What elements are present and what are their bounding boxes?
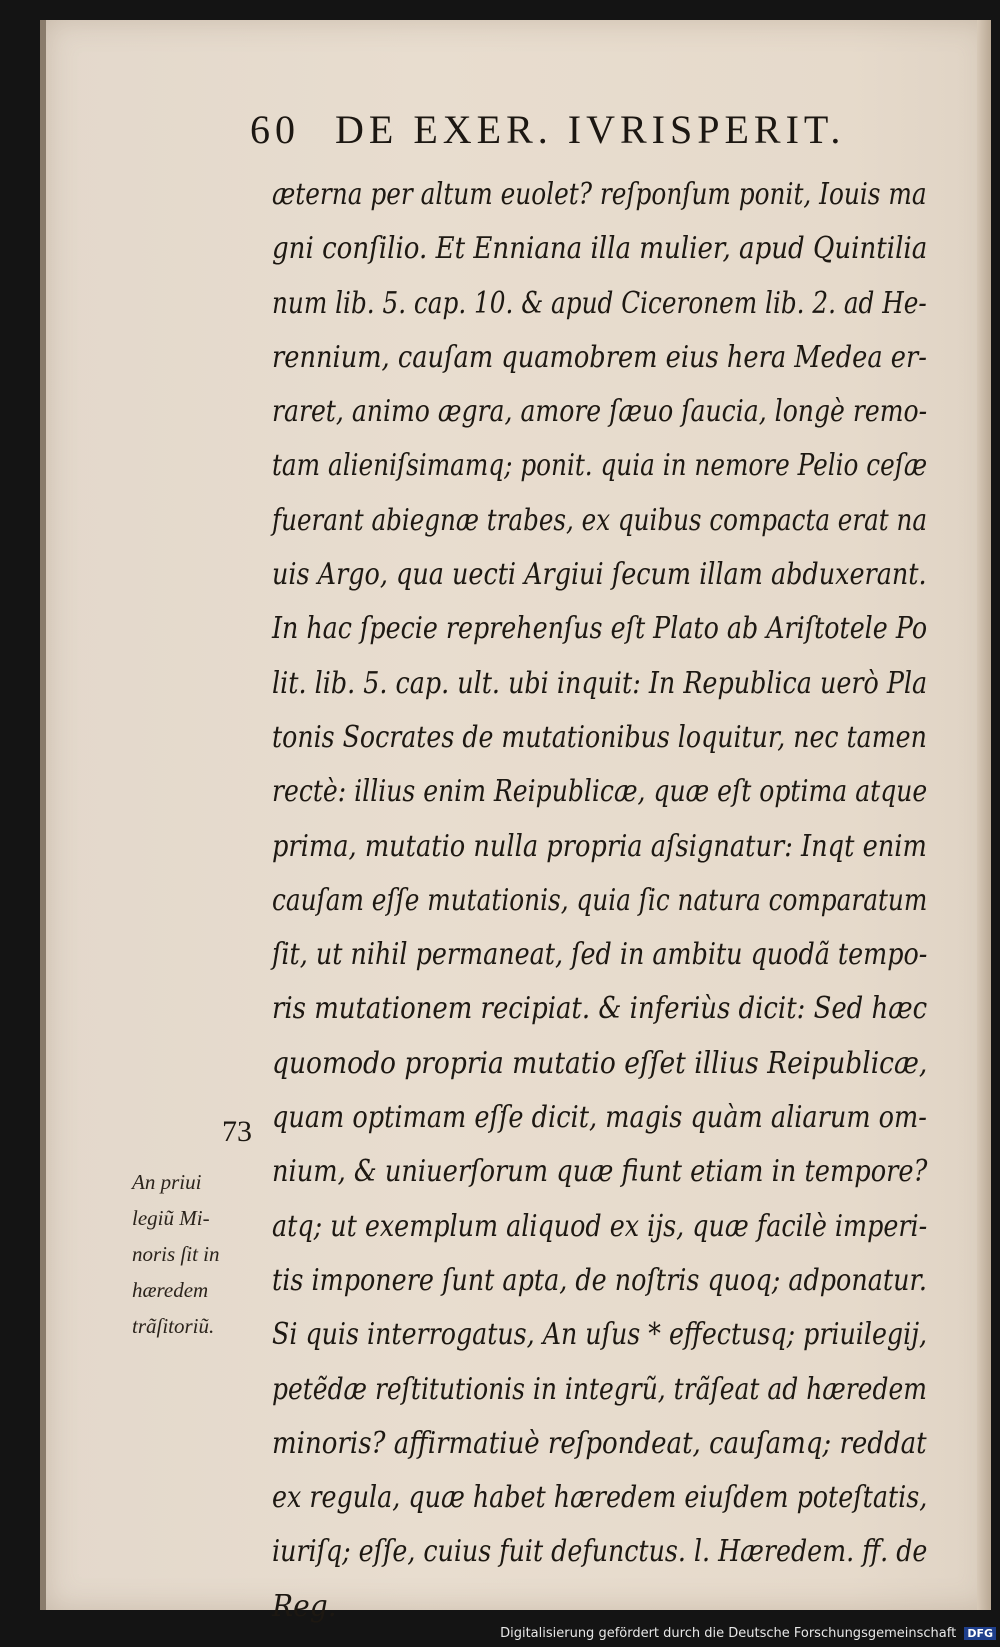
margin-note-line: noris ſit in [132,1242,220,1266]
text-line: gni conſilio. Et Enniana illa mulier, apud Quintilia [272,231,928,267]
body-text [272,168,972,1634]
text-line: atq; ut exemplum aliquod ex ijs, quæ facilè imperi- [272,1208,928,1244]
text-line: tam alieniſsimamq; ponit. quia in nemore Pelio ceſæ [272,448,928,484]
text-line: ris mutationem recipiat. & inferiùs dicit: Sed hæc [272,991,928,1027]
margin-note [132,1164,272,1344]
margin-note-line: hæredem [132,1278,209,1302]
dfg-logo: DFG [964,1627,996,1640]
text-line: In hac ſpecie reprehenſus eſt Plato ab Ariſtotele Po [272,611,928,647]
text-line: Reg. [272,1588,337,1624]
text-line: tonis Socrates de mutationibus loquitur, nec tamen [272,719,927,755]
text-line: nium, & uniuerſorum quæ fiunt etiam in tempore? [272,1154,928,1190]
text-line: iuriſq; eſſe, cuius fuit defunctus. l. Hæredem. ff. de [272,1534,928,1570]
margin-note-line: trãſitoriũ. [132,1314,215,1338]
text-line: cauſam eſſe mutationis, quia ſic natura comparatum [272,882,928,918]
text-line: quam optimam eſſe dicit, magis quàm aliarum om- [272,1100,927,1136]
margin-note-line: legiũ Mi- [132,1206,210,1230]
text-line: æterna per altum euolet? reſponſum ponit, Iouis ma [272,177,927,212]
text-line: fuerant abiegnæ trabes, ex quibus compacta erat na [272,502,927,538]
text-line: rectè: illius enim Reipublicæ, quæ eſt optima atque [272,774,928,810]
text-line: ſit, ut nihil permaneat, ſed in ambitu quodã tempo- [272,937,928,973]
credit-text: Digitalisierung gefördert durch die Deutsche Forschungsgemeinschaft [500,1626,957,1641]
text-line: minoris? affirmatiuè reſpondeat, cauſamq; reddat [272,1425,927,1461]
section-number: 73 [222,1115,252,1148]
text-line: ex regula, quæ habet hæredem eiuſdem poteſtatis, [272,1480,928,1516]
text-line: rennium, cauſam quamobrem eius hera Medea er- [272,339,927,375]
margin-note-line: An priui [132,1170,202,1194]
text-line: Si quis interrogatus, An uſus * effectusq; priuilegij, [272,1317,928,1353]
text-line: petẽdæ reſtitutionis in integrũ, trãſeat ad hæredem [272,1371,927,1407]
text-line: uis Argo, qua uecti Argiui ſecum illam abduxerant. [272,557,927,593]
text-line: raret, animo ægra, amore ſæuo ſaucia, longè remo- [272,394,928,430]
running-header [250,106,900,153]
digitization-credit [500,1626,996,1641]
page-number: 60 [250,107,300,152]
text-line: quomodo propria mutatio eſſet illius Reipublicæ, [272,1045,928,1081]
text-line: lit. lib. 5. cap. ult. ubi inquit: In Republica uerò Pla [272,665,928,701]
text-line: num lib. 5. cap. 10. & apud Ciceronem lib. 2. ad He- [272,285,927,321]
text-line: prima, mutatio nulla propria aſsignatur: Inqt enim [272,828,927,864]
page-edge [977,20,991,1610]
running-title: DE EXER. IVRISPERIT. [335,107,846,152]
text-line: tis imponere ſunt apta, de noſtris quoq; adponatur. [272,1262,927,1298]
